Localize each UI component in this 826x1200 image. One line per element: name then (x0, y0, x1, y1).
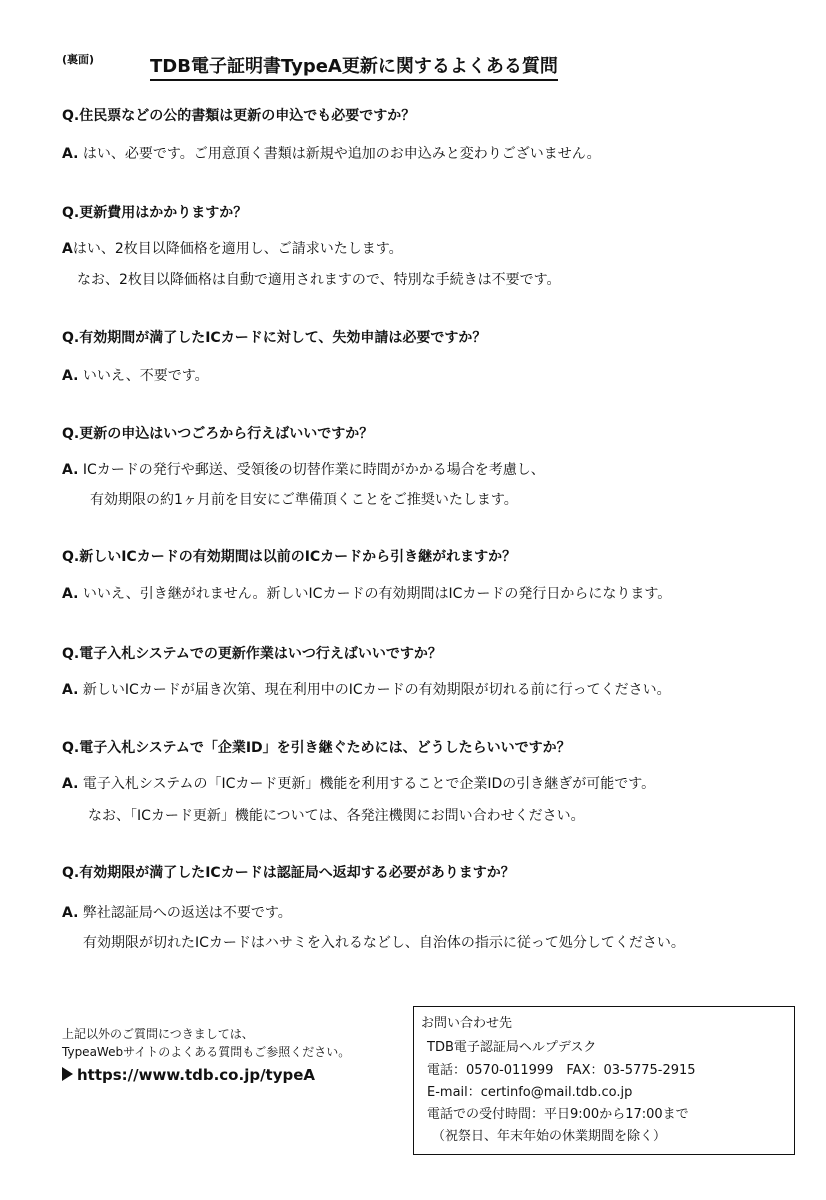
faq-question-7: Q.電子入札システムで「企業ID」を引き継ぐためには、どうしたらいいですか？ (62, 740, 571, 756)
contact-phone-fax: 電話：0570-011999 FAX：03-5775-2915 (427, 1063, 696, 1078)
faq-answer-2 (62, 239, 403, 259)
faq-question-2: Q.更新費用はかかりますか？ (62, 205, 248, 221)
answer-marker: A (62, 241, 73, 257)
faq-question-8: Q.有効期限が満了したICカードは認証局へ返却する必要がありますか？ (62, 865, 515, 881)
answer-text: 弊社認証局への返送は不要です。 (82, 905, 292, 921)
faq-answer-2-continued: なお、2枚目以降価格は自動で適用されますので、特別な手続きは不要です。 (77, 272, 561, 288)
answer-marker: A. (62, 146, 79, 162)
answer-text: はい、必要です。ご用意頂く書類は新規や追加のお申込みと変わりございません。 (82, 146, 601, 162)
answer-text: 新しいICカードが届き次第、現在利用中のICカードの有効期限が切れる前に行ってください。 (82, 682, 671, 698)
faq-answer-6 (62, 680, 671, 700)
faq-answer-5 (62, 584, 671, 604)
faq-question-4: Q.更新の申込はいつごろから行えばいいですか？ (62, 426, 374, 442)
website-link[interactable] (62, 1066, 315, 1084)
contact-email[interactable]: E-mail：certinfo@mail.tdb.co.jp (427, 1085, 633, 1100)
faq-answer-1 (62, 144, 601, 164)
page-title: TDB電子証明書TypeA更新に関するよくある質問 (150, 56, 558, 81)
answer-text: はい、2枚目以降価格を適用し、ご請求いたします。 (72, 241, 403, 257)
answer-marker: A. (62, 462, 79, 478)
faq-answer-7-continued: なお、「ICカード更新」機能については、各発注機関にお問い合わせください。 (88, 808, 585, 824)
arrow-right-icon (62, 1067, 73, 1081)
contact-heading: お問い合わせ先 (421, 1016, 513, 1031)
faq-question-1: Q.住民票などの公的書類は更新の申込でも必要ですか？ (62, 108, 416, 124)
faq-question-6: Q.電子入札システムでの更新作業はいつ行えばいいですか？ (62, 646, 442, 662)
faq-answer-8-continued: 有効期限が切れたICカードはハサミを入れるなどし、自治体の指示に従って処分してください。 (83, 935, 685, 951)
answer-marker: A. (62, 586, 79, 602)
answer-text: 電子入札システムの「ICカード更新」機能を利用することで企業IDの引き継ぎが可能です。 (82, 776, 656, 792)
contact-hours: 電話での受付時間：平日9:00から17:00まで (427, 1107, 689, 1122)
faq-question-5: Q.新しいICカードの有効期間は以前のICカードから引き継がれますか？ (62, 549, 517, 565)
answer-marker: A. (62, 682, 79, 698)
side-label: (裏面) (62, 53, 95, 66)
answer-marker: A. (62, 368, 79, 384)
faq-answer-3 (62, 366, 209, 386)
footer-note-line-2: TypeaWebサイトのよくある質問もご参照ください。 (62, 1045, 351, 1059)
faq-question-3: Q.有効期間が満了したICカードに対して、失効申請は必要ですか？ (62, 330, 487, 346)
answer-marker: A. (62, 776, 79, 792)
answer-marker: A. (62, 905, 79, 921)
contact-box (413, 1006, 795, 1155)
contact-hours-note: （祝祭日、年末年始の休業期間を除く） (432, 1129, 667, 1144)
footer-note-line-1: 上記以外のご質問につきましては、 (62, 1027, 254, 1041)
website-url: https://www.tdb.co.jp/typeA (77, 1066, 316, 1084)
faq-answer-4-continued: 有効期限の約1ヶ月前を目安にご準備頂くことをご推奨いたします。 (90, 492, 518, 508)
contact-desk: TDB電子認証局ヘルプデスク (427, 1040, 597, 1055)
answer-text: いいえ、不要です。 (82, 368, 209, 384)
answer-text: いいえ、引き継がれません。新しいICカードの有効期間はICカードの発行日からになります。 (82, 586, 672, 602)
faq-answer-4 (62, 460, 545, 480)
answer-text: ICカードの発行や郵送、受領後の切替作業に時間がかかる場合を考慮し、 (82, 462, 545, 478)
faq-answer-8 (62, 903, 292, 923)
faq-answer-7 (62, 774, 655, 794)
